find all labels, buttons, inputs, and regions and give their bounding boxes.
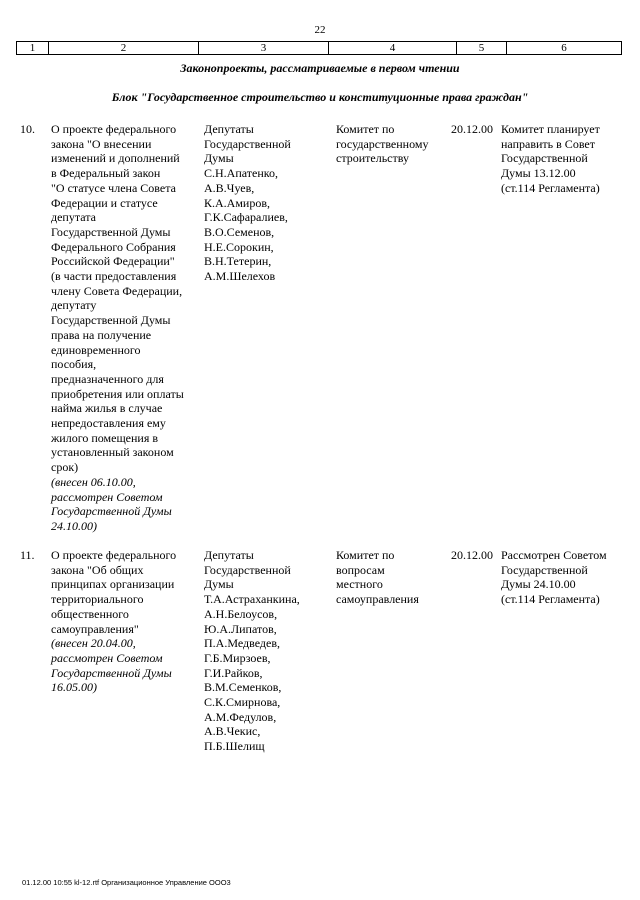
entry-authors bbox=[204, 548, 334, 754]
entry-committee bbox=[336, 122, 450, 166]
entry-number: 10. bbox=[20, 122, 35, 136]
title-line: О проекте федерального bbox=[51, 548, 177, 562]
note-line: 24.10.00) bbox=[51, 518, 97, 533]
committee-line: строительству bbox=[336, 151, 409, 166]
column-header-5: 5 bbox=[457, 42, 507, 54]
title-line: члену Совета Федерации, bbox=[51, 283, 183, 298]
title-line: жилого помещения в bbox=[51, 430, 159, 445]
committee-line: вопросам bbox=[336, 562, 385, 577]
author-line: Н.Е.Сорокин, bbox=[204, 239, 274, 254]
note-line: рассмотрен Советом bbox=[51, 489, 163, 504]
title-line: Федерации и статусе bbox=[51, 195, 158, 210]
title-line: закона "О внесении bbox=[51, 136, 152, 151]
column-header-2: 2 bbox=[49, 42, 199, 54]
author-line: В.М.Семенков, bbox=[204, 680, 282, 695]
author-line: А.В.Чекис, bbox=[204, 724, 261, 739]
title-line: депутату bbox=[51, 298, 97, 313]
note-line: (внесен 20.04.00, bbox=[51, 636, 136, 651]
author-line: Депутаты bbox=[204, 122, 254, 136]
status-line: направить в Совет bbox=[501, 136, 595, 151]
title-line: О проекте федерального bbox=[51, 122, 177, 136]
status-line: (ст.114 Регламента) bbox=[501, 592, 600, 607]
title-line: территориального bbox=[51, 592, 144, 607]
entry-date: 20.12.00 bbox=[451, 122, 493, 136]
entry-title bbox=[51, 122, 199, 534]
author-line: В.Н.Тетерин, bbox=[204, 254, 272, 269]
author-line: К.А.Амиров, bbox=[204, 195, 271, 210]
section-title: Законопроекты, рассматриваемые в первом чтении bbox=[180, 61, 460, 75]
note-line: Государственной Думы bbox=[51, 665, 172, 680]
title-line: закона "Об общих bbox=[51, 562, 144, 577]
title-line: в Федеральный закон bbox=[51, 166, 161, 181]
title-line: приобретения или оплаты bbox=[51, 386, 184, 401]
title-line: самоуправления" bbox=[51, 621, 139, 636]
title-line: Государственной Думы bbox=[51, 224, 171, 239]
note-line: (внесен 06.10.00, bbox=[51, 474, 136, 489]
committee-line: Комитет по bbox=[336, 548, 395, 562]
author-line: В.О.Семенов, bbox=[204, 224, 275, 239]
note-line: 16.05.00) bbox=[51, 680, 97, 695]
status-line: (ст.114 Регламента) bbox=[501, 180, 600, 195]
status-line: Государственной bbox=[501, 562, 588, 577]
title-line: Федерального Собрания bbox=[51, 239, 176, 254]
column-header-4: 4 bbox=[329, 42, 457, 54]
page-number: 22 bbox=[314, 24, 326, 36]
committee-line: местного bbox=[336, 577, 383, 592]
author-line: А.М.Федулов, bbox=[204, 709, 277, 724]
author-line: Г.Б.Мирзоев, bbox=[204, 650, 271, 665]
entry-status bbox=[501, 548, 631, 607]
author-line: Т.А.Астраханкина, bbox=[204, 592, 300, 607]
author-line: С.Н.Апатенко, bbox=[204, 166, 278, 181]
column-header-row bbox=[16, 41, 622, 55]
title-line: установленный законом bbox=[51, 445, 174, 460]
author-line: Думы bbox=[204, 577, 234, 592]
entry-committee bbox=[336, 548, 450, 607]
title-line: депутата bbox=[51, 210, 96, 225]
author-line: П.Б.Шелищ bbox=[204, 739, 265, 754]
footer-file-info: 01.12.00 10:55 kl-12.rtf Организационное Управление ООО3 bbox=[22, 878, 231, 887]
title-line: найма жилья в случае bbox=[51, 401, 163, 416]
status-line: Думы 13.12.00 bbox=[501, 166, 576, 181]
status-line: Комитет планирует bbox=[501, 122, 600, 136]
author-line: П.А.Медведев, bbox=[204, 636, 280, 651]
author-line: Государственной bbox=[204, 136, 291, 151]
title-line: Российской Федерации" bbox=[51, 254, 175, 269]
title-line: права на получение bbox=[51, 327, 152, 342]
author-line: Думы bbox=[204, 151, 234, 166]
column-header-1: 1 bbox=[17, 42, 49, 54]
title-line: (в части предоставления bbox=[51, 269, 177, 284]
author-line: Государственной bbox=[204, 562, 291, 577]
status-line: Рассмотрен Советом bbox=[501, 548, 607, 562]
author-line: А.В.Чуев, bbox=[204, 180, 255, 195]
entry-title bbox=[51, 548, 199, 695]
note-line: рассмотрен Советом bbox=[51, 650, 163, 665]
author-line: С.К.Смирнова, bbox=[204, 695, 281, 710]
title-line: общественного bbox=[51, 606, 129, 621]
entry-date: 20.12.00 bbox=[451, 548, 493, 562]
author-line: А.Н.Белоусов, bbox=[204, 606, 278, 621]
entry-authors bbox=[204, 122, 334, 284]
title-line: пособия, bbox=[51, 357, 97, 372]
author-line: А.М.Шелехов bbox=[204, 269, 276, 284]
title-line: "О статусе члена Совета bbox=[51, 180, 176, 195]
committee-line: Комитет по bbox=[336, 122, 395, 136]
title-line: непредоставления ему bbox=[51, 416, 166, 431]
note-line: Государственной Думы bbox=[51, 504, 172, 519]
column-header-6: 6 bbox=[561, 42, 567, 54]
title-line: единовременного bbox=[51, 342, 141, 357]
block-title: Блок "Государственное строительство и конституционные права граждан" bbox=[111, 90, 529, 104]
entry-number: 11. bbox=[20, 548, 35, 562]
status-line: Думы 24.10.00 bbox=[501, 577, 576, 592]
entry-status bbox=[501, 122, 631, 196]
title-line: срок) bbox=[51, 460, 79, 475]
title-line: Государственной Думы bbox=[51, 313, 171, 328]
column-header-3: 3 bbox=[199, 42, 329, 54]
status-line: Государственной bbox=[501, 151, 588, 166]
author-line: Г.К.Сафаралиев, bbox=[204, 210, 288, 225]
title-line: принципах организации bbox=[51, 577, 175, 592]
author-line: Депутаты bbox=[204, 548, 254, 562]
committee-line: государственному bbox=[336, 136, 429, 151]
author-line: Г.И.Райков, bbox=[204, 665, 263, 680]
title-line: изменений и дополнений bbox=[51, 151, 180, 166]
title-line: предназначенного для bbox=[51, 371, 164, 386]
committee-line: самоуправления bbox=[336, 592, 419, 607]
author-line: Ю.А.Липатов, bbox=[204, 621, 277, 636]
